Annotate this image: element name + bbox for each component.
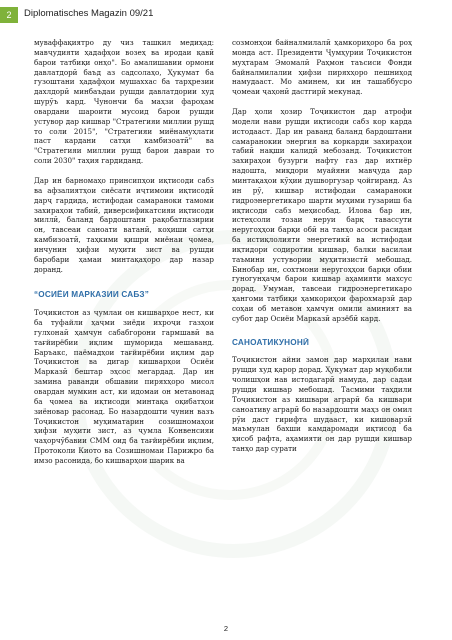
page-number-badge: 2 (0, 7, 18, 23)
right-paragraph-3: Тоҷикистон айни замон дар марҳилаи нави рушди худ қарор дорад. Ҳукумат дар муқобили чолишҳои нав истодагарӣ намуда, дар садаи рушди кишвар мебошад. Тасмими таҳдили Тоҷикистон аз кишвари аграрӣ ба кишвари саноативу аграрӣ бо назардошти маҳз он омил рӯи даст гирифта шудааст, ки кишоварзӣ маъмулан бахши камдаромади иқтисод ба ҳисоб рафта, аҳамияти он дар рушди кишвар танҳо дар сурати (232, 355, 412, 454)
magazine-title: Diplomatisches Magazin 09/21 (24, 8, 154, 19)
left-paragraph-1: муваффақиятро ду чиз ташкил медиҳад: мавҷудияти ҳадафҳои возеҳ ва иродаи қавӣ барои татбиқи онҳо". Бо амалишавии ормони давлатдорӣ баъд аз садсолаҳо, Ҳукумат ба гузоштани ҳадафҳои мушаххас ба тарҳрезии дахлдорӣ минбаъдаи рушди давлатдории худ шурӯъ кард. Чунончи ба маҳзи фароҳам овардани шароити мусоид барои рушди устувор дар кишвар "Стратегияи миллии рушд то соли 2015", "Стратегияи миёнамуҳлати паст кардани сатҳи камбизоатӣ" ва "Стратегияи миллии рушд барои давраи то соли 2030" таҳия гардиданд. (34, 38, 214, 166)
left-paragraph-2: Дар ин барномаҳо принсипҳои иқтисоди сабз ва афзалиятҳои сиёсати иҷтимоии иқтисодӣ дарҷ гардида, истифодаи самараноки тамоми захираҳои табиӣ, диверсификатсияи иқтисоди миллӣ, баланд бардоштани рақобатпазирии он, тавсеаи саноати ватанӣ, коҳиши сатҳи камбизоатӣ, таҳкими қишри миёнаи ҷомеа, инчунин ҳифзи муҳити зист ва рушди баробари ҳамаи минтақаҳоро дар назар доранд. (34, 175, 214, 274)
section-title-green-central-asia: “ОСИЁИ МАРКАЗИИ САБЗ” (34, 290, 149, 300)
left-column (34, 38, 214, 476)
page-header (0, 0, 452, 22)
section-title-industrialization: САНОАТИКУНОНӢ (232, 337, 310, 347)
left-paragraph-3: Тоҷикистон аз ҷумлаи он кишварҳое нест, ки ба туфайли ҳаҷми зиёди ихроҷи газҳои гулхонаӣ ҳамчун сабабгорони гармшавӣ ва тағйирёбии иқлим шуморида мешаванд. Баръакс, паёмадҳои тағйирёбии иқлим дар Тоҷикистон ва дигар кишварҳои Осиёи Марказӣ бештар эҳсос мегардад. Дар ин замина раванди обшавии пиряхҳоро мисол овардан мумкин аст, ки идомаи он метавонад ба ҷомеа ва иқтисоди минтақа оқибатҳои зиёновар расонад. Бо назардошти чунин вазъ Тоҷикистон муҳиматарин созишномаҳои ҳифзи муҳити зист, аз ҷумла Конвенсияи чаҳорчӯбавии СММ оид ба тағйирёбии иқлим, Протоколи Киото ва Созишномаи Парижро ба имзо расонида, бо кишварҳои шарик ва (34, 308, 214, 465)
right-paragraph-1: созмонҳои байналмилалӣ ҳамкориҳоро ба роҳ мондa аст. Президенти Ҷумҳурии Тоҷикистон муҳтарам Эмомалӣ Раҳмон таъсиси Фонди байналмилалии ҳифзи пиряхҳоро пешниҳод намудааст. Мо аминем, ки ин ташаббусро ҷомеаи ҷаҳонӣ дастгирӣ мекунад. (232, 38, 412, 97)
right-paragraph-2: Дар ҳоли ҳозир Тоҷикистон дар атрофи модели нави рушди иқтисоди сабз кор карда истодааст. Дар ин раванд баланд бардоштани самаранокии энергия ва коркарди захираҳои табиӣ нақши калидӣ мебозанд. Тоҷикистон захираҳои бузурги нафту газ дар ихтиёр надошта, миқдори муайяни мавҷуда дар минтақаҳои кӯҳии душворгузар ҷойгиранд. Аз ин рӯ, кишвар истифодаи самараноки гидроэнергетикаро шарти муҳими гузариш ба иқтисоди сабз меҳисобад. Илова бар ин, истеҳсоли тозаи неруи барқ тавассути неругоҳҳои барқи обӣ на танҳо асоси расидан ба истиқлолияти энергетикӣ ва истифодаи иқтидори содиротии кишвар, балки василаи таъмини устувории муҳитизистӣ мебошад. Бинобар ин, сохтмони неругоҳҳои барқи обии гуногунҳаҷм барои кишвар аҳамияти махсус дорад. Умуман, тавсеаи гидроэнергетикаро ҳангоми татбиқи ҳамкориҳои фарохмарзӣ дар соҳаи об метавон ҳамчун омили аминият ва субот дар Осиёи Марказӣ арзёбӣ кард. (232, 107, 412, 323)
right-column (232, 38, 412, 464)
footer-page-number: 2 (223, 624, 229, 633)
